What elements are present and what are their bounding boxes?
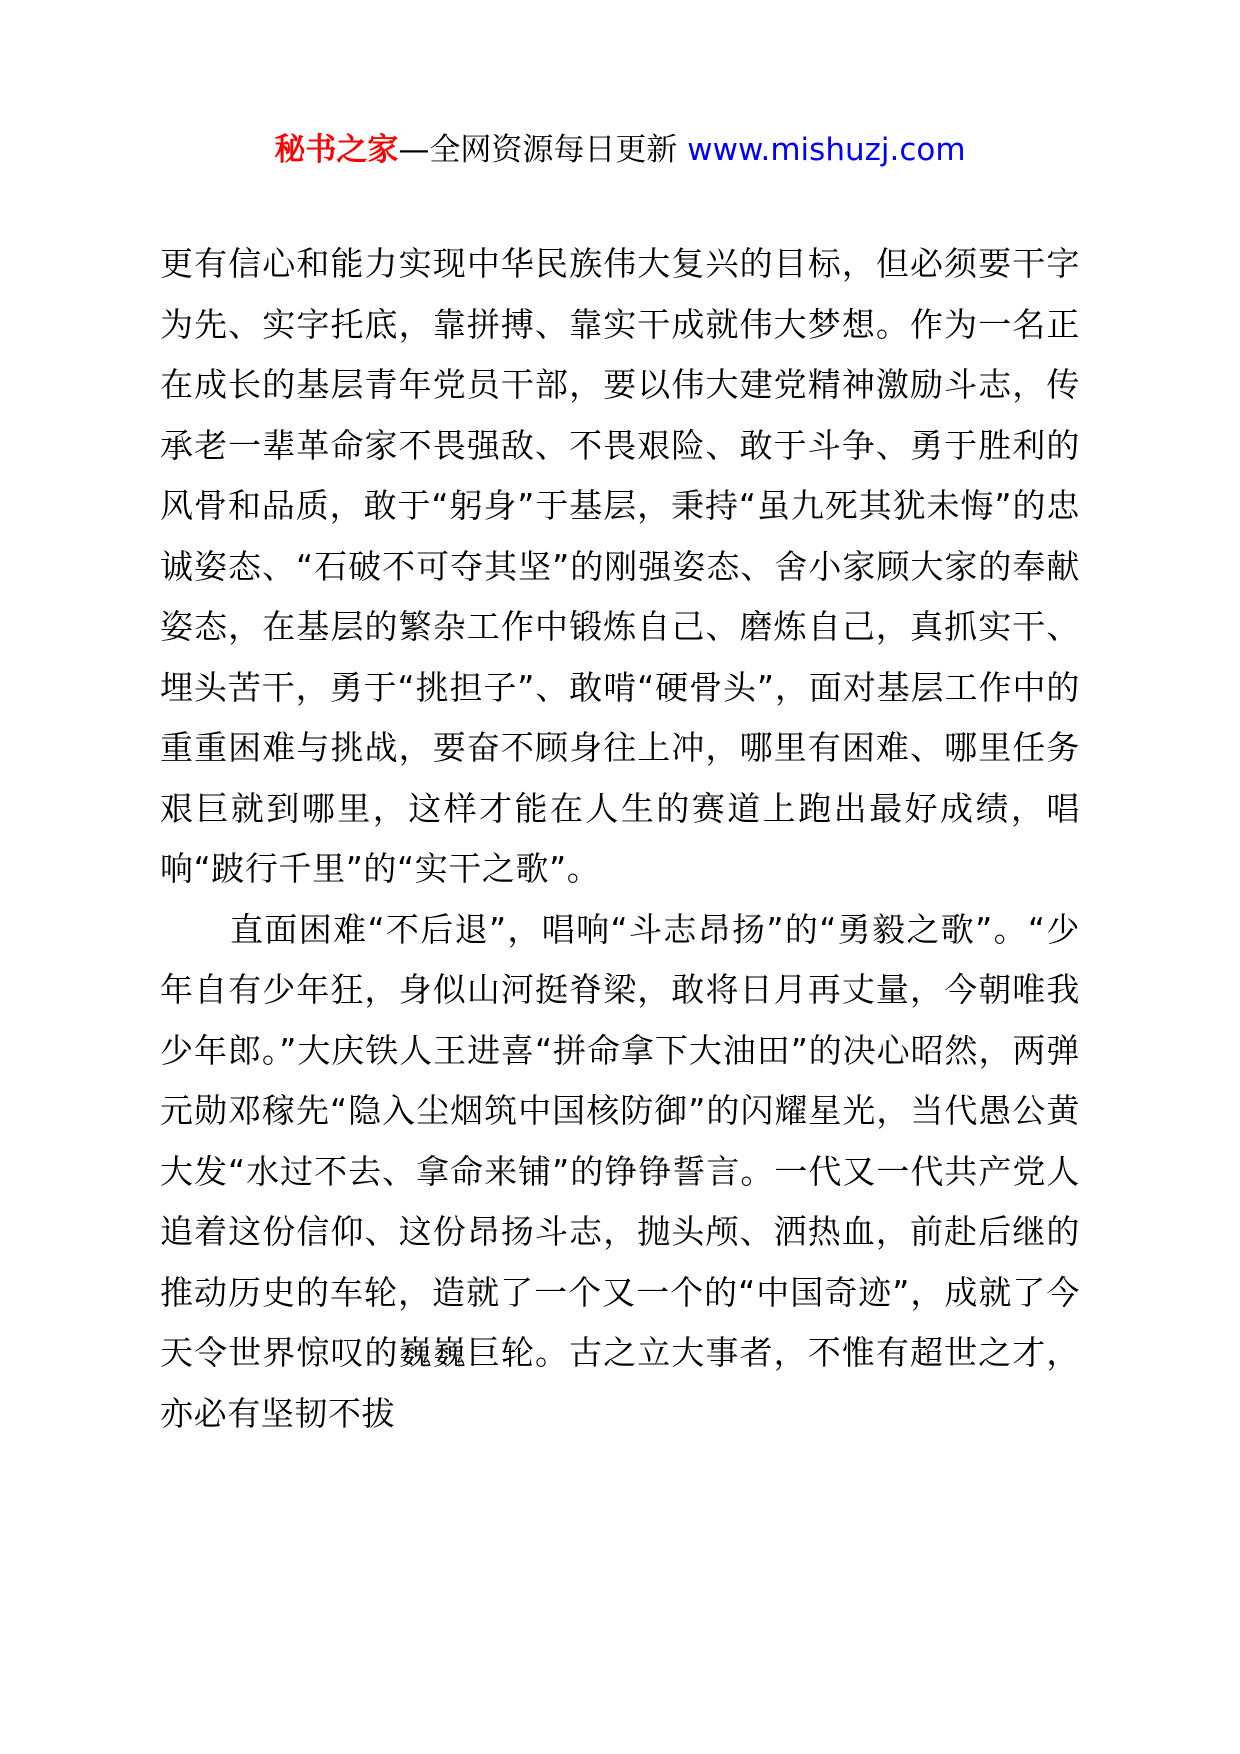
document-body xyxy=(160,234,1080,1444)
site-name: 秘书之家 xyxy=(274,132,399,168)
site-url-link[interactable]: www.mishuzj.com xyxy=(687,132,966,168)
paragraph-continuation: 更有信心和能力实现中华民族伟大复兴的目标，但必须要干字为先、实字托底，靠拼搏、靠实干成就伟大梦想。作为一名正在成长的基层青年党员干部，要以伟大建党精神激励斗志，传承老一辈革命家不畏强敌、不畏艰险、敢于斗争、勇于胜利的风骨和品质，敢于“躬身”于基层，秉持“虽九死其犹未悔”的忠诚姿态、“石破不可夺其坚”的刚强姿态、舍小家顾大家的奉献姿态，在基层的繁杂工作中锻炼自己、磨炼自己，真抓实干、埋头苦干，勇于“挑担子”、敢啃“硬骨头”，面对基层工作中的重重困难与挑战，要奋不顾身往上冲，哪里有困难、哪里任务艰巨就到哪里，这样才能在人生的赛道上跑出最好成绩，唱响“跛行千里”的“实干之歌”。 xyxy=(160,244,1080,888)
site-tagline: —全网资源每日更新 xyxy=(398,132,688,168)
paragraph: 直面困难“不后退”，唱响“斗志昂扬”的“勇毅之歌”。“少年自有少年狂，身似山河挺脊梁，敢将日月再丈量，今朝唯我少年郎。”大庆铁人王进喜“拼命拿下大油田”的决心昭然，两弹元勋邓稼先“隐入尘烟筑中国核防御”的闪耀星光，当代愚公黄大发“水过不去、拿命来铺”的铮铮誓言。一代又一代共产党人追着这份信仰、这份昂扬斗志，抛头颅、洒热血，前赴后继的推动历史的车轮，造就了一个又一个的“中国奇迹”，成就了今天令世界惊叹的巍巍巨轮。古之立大事者，不惟有超世之才，亦必有坚韧不拔 xyxy=(160,909,1080,1433)
page-header xyxy=(0,128,1240,172)
